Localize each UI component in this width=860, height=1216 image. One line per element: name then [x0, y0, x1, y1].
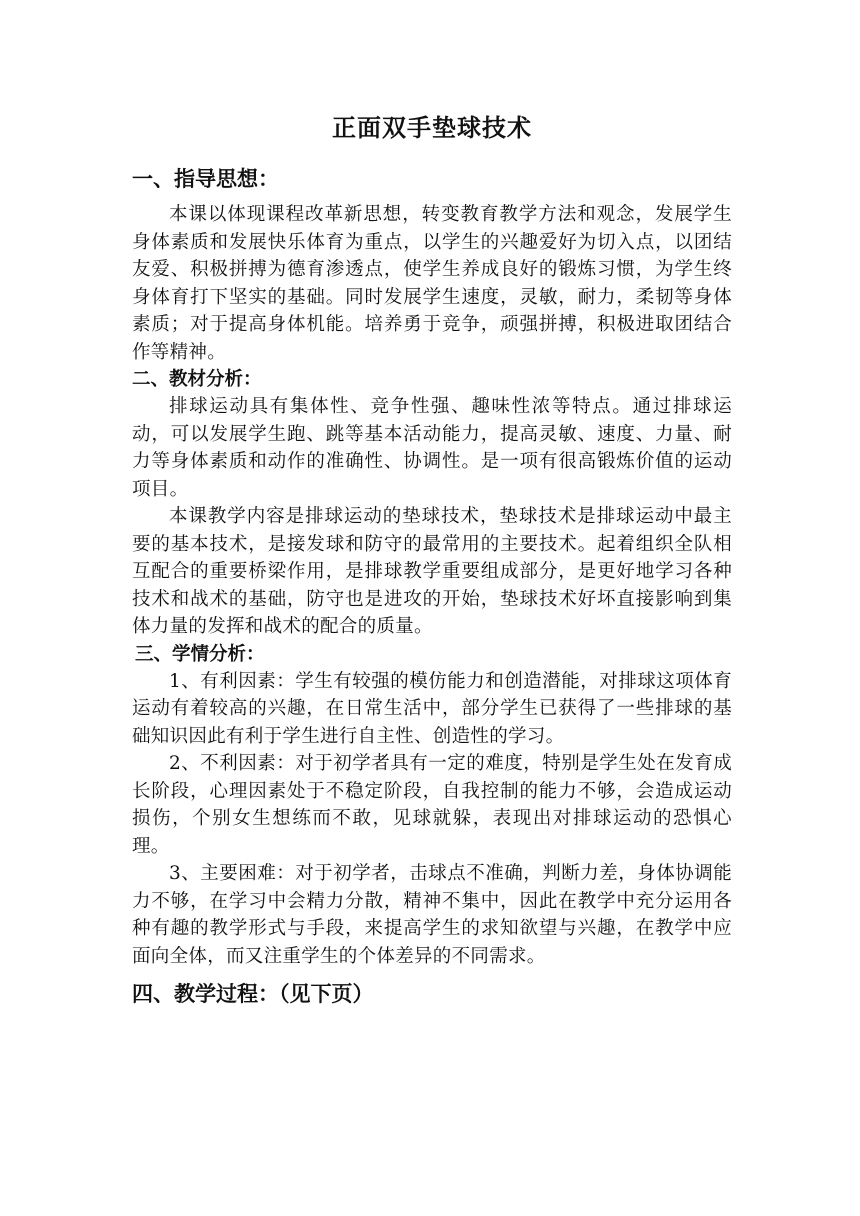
paragraph-material-analysis-1: 排球运动具有集体性、竞争性强、趣味性浓等特点。通过排球运动，可以发展学生跑、跳等基本活动能力，提高灵敏、速度、力量、耐力等身体素质和动作的准确性、协调性。是一项有很高锻炼价值的运动项目。	[132, 396, 732, 500]
section-heading-guiding-ideology: 一、指导思想：	[132, 166, 279, 191]
paragraph-main-difficulties: 3、主要困难：对于初学者，击球点不准确，判断力差，身体协调能力不够，在学习中会精力分散，精神不集中，因此在教学中充分运用各种有趣的教学形式与手段，来提高学生的求知欲望与兴趣，在教学中应面向全体，而又注重学生的个体差异的不同需求。	[132, 863, 732, 967]
document-page	[132, 100, 732, 1010]
section-heading-teaching-process: 四、教学过程：（见下页）	[132, 981, 374, 1006]
paragraph-favorable-factors: 1、有利因素：学生有较强的模仿能力和创造潜能，对排球这项体育运动有着较高的兴趣，在日常生活中，部分学生已获得了一些排球的基础知识因此有利于学生进行自主性、创造性的学习。	[132, 670, 732, 747]
paragraph-material-analysis-2: 本课教学内容是排球运动的垫球技术，垫球技术是排球运动中最主要的基本技术，是接发球和防守的最常用的主要技术。起着组织全队相互配合的重要桥梁作用，是排球教学重要组成部分，是更好地学习各种技术和战术的基础，防守也是进攻的开始，垫球技术好坏直接影响到集体力量的发挥和战术的配合的质量。	[132, 506, 732, 637]
paragraph-guiding-ideology: 本课以体现课程改革新思想，转变教育教学方法和观念，发展学生身体素质和发展快乐体育为重点，以学生的兴趣爱好为切入点，以团结友爱、积极拼搏为德育渗透点，使学生养成良好的锻炼习惯，为学生终身体育打下坚实的基础。同时发展学生速度，灵敏，耐力，柔韧等身体素质；对于提高身体机能。培养勇于竞争，顽强拼搏，积极进取团结合作等精神。	[132, 204, 732, 363]
paragraph-unfavorable-factors: 2、不利因素：对于初学者具有一定的难度，特别是学生处在发育成长阶段，心理因素处于不稳定阶段，自我控制的能力不够，会造成运动损伤，个别女生想练而不敢，见球就躲，表现出对排球运动的恐惧心理。	[132, 753, 732, 857]
document-title: 正面双手垫球技术	[332, 113, 532, 142]
section-heading-material-analysis: 二、教材分析：	[132, 369, 262, 390]
section-heading-student-analysis: 三、学情分析：	[135, 643, 265, 665]
